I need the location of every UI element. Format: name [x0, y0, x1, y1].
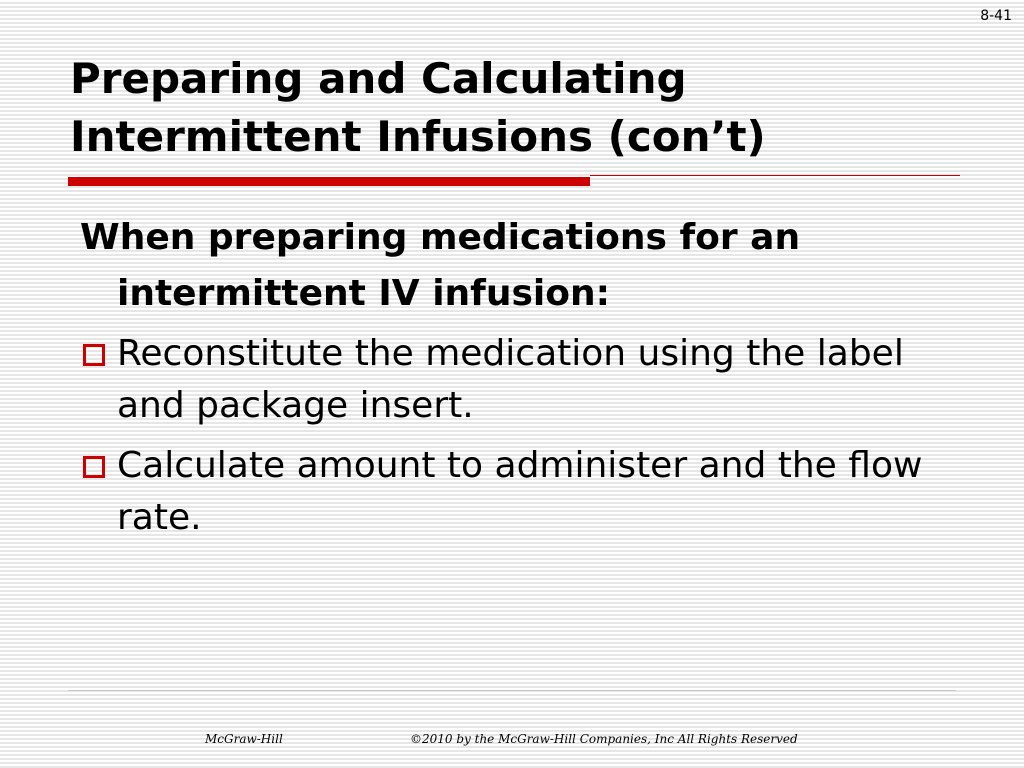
- slide-title: [70, 50, 970, 166]
- slide-title-line-2: Intermittent Infusions (con’t): [70, 112, 766, 161]
- bullet-text: Calculate amount to administer and the flow rate.: [117, 445, 923, 538]
- footer-copyright: ©2010 by the McGraw-Hill Companies, Inc All Rights Reserved: [410, 732, 798, 746]
- bullet-item: [80, 328, 960, 432]
- bullet-text: Reconstitute the medication using the label and package insert.: [117, 333, 904, 426]
- slide-number: 8-41: [980, 8, 1012, 24]
- bullet-list: [80, 328, 960, 544]
- slide-title-line-1: Preparing and Calculating: [70, 54, 687, 103]
- slide-body: [80, 210, 960, 552]
- footer-publisher: McGraw-Hill: [205, 732, 283, 746]
- intro-text: When preparing medications for an intermittent IV infusion:: [80, 217, 801, 314]
- title-underline-thin: [590, 175, 960, 176]
- title-underline-thick: [68, 177, 590, 186]
- bullet-item: [80, 440, 960, 544]
- hollow-square-bullet-icon: [83, 456, 105, 478]
- hollow-square-bullet-icon: [83, 344, 105, 366]
- footer-divider: [68, 690, 956, 691]
